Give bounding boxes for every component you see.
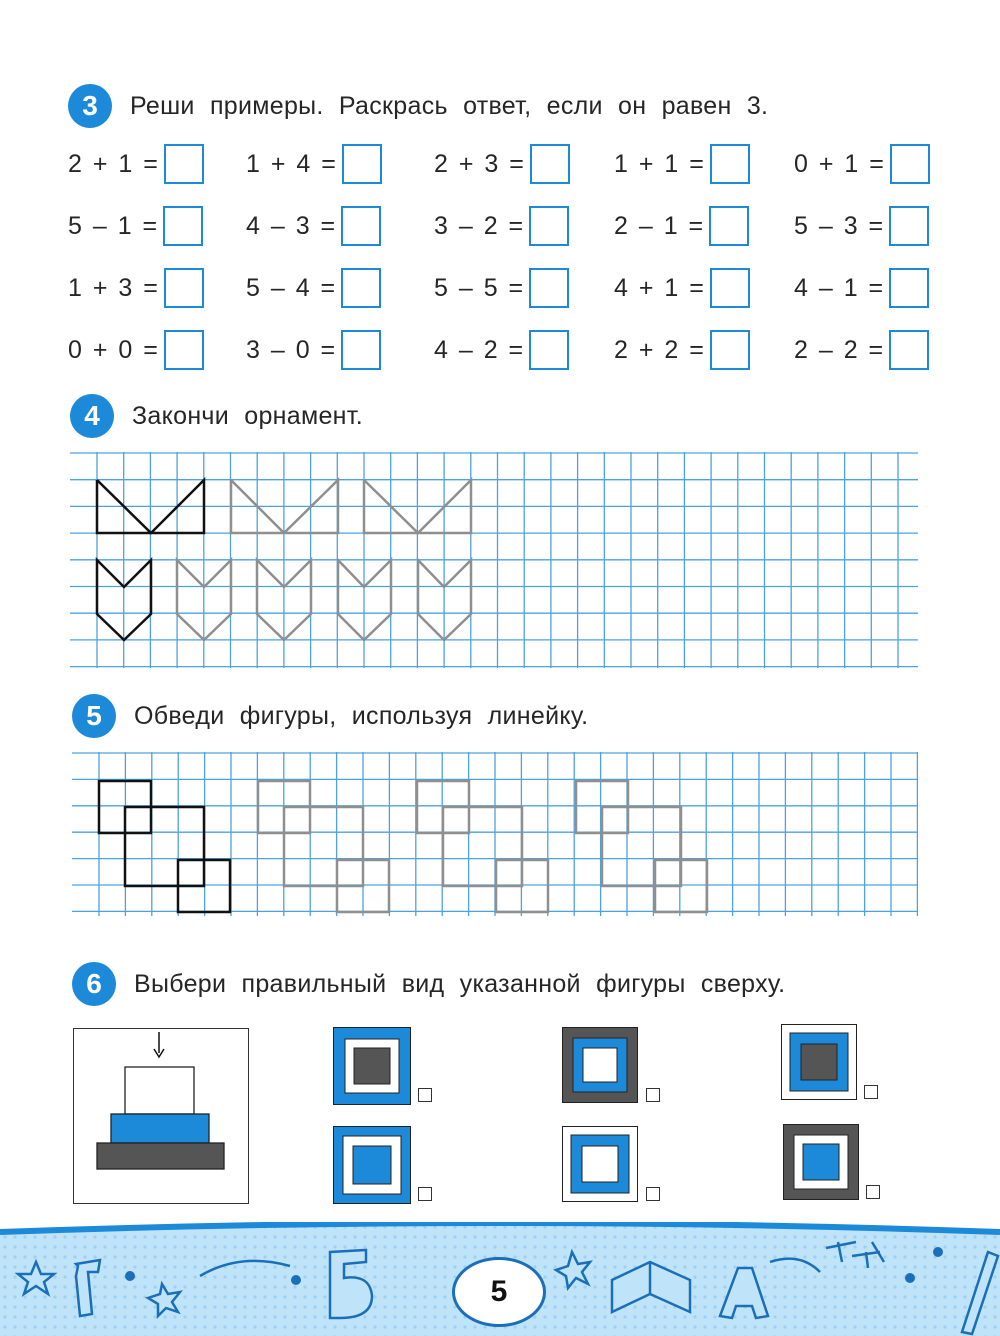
figure-trace-3: [576, 781, 707, 912]
option-3b-top-view[interactable]: [783, 1124, 859, 1200]
task-5-header: [72, 694, 588, 738]
task-number-badge: 6: [72, 962, 116, 1006]
exercise: [614, 268, 750, 308]
answer-box[interactable]: [889, 206, 929, 246]
exercise-expression: 2 + 2 =: [614, 335, 704, 364]
stacked-figure-drawing: [74, 1029, 247, 1202]
task-instruction: Обведи фигуры, используя линейку.: [134, 701, 589, 730]
exercise-expression: 4 + 1 =: [614, 273, 704, 302]
exercise: [434, 330, 569, 370]
answer-box[interactable]: [710, 268, 750, 308]
option-2a-checkbox[interactable]: [646, 1088, 660, 1102]
exercise: [246, 330, 381, 370]
option-3a-checkbox[interactable]: [864, 1085, 878, 1099]
answer-box[interactable]: [889, 268, 929, 308]
task-3-header: [68, 84, 768, 128]
exercise: [614, 206, 749, 246]
exercise-expression: 2 + 3 =: [434, 149, 524, 178]
exercise-expression: 1 + 3 =: [68, 273, 158, 302]
exercise-expression: 3 – 0 =: [246, 335, 336, 364]
answer-box[interactable]: [164, 268, 204, 308]
answer-box[interactable]: [341, 330, 381, 370]
page-number: 5: [452, 1257, 546, 1327]
answer-box[interactable]: [529, 268, 569, 308]
exercise: [434, 268, 569, 308]
figure-trace-2: [417, 781, 548, 912]
figure-sample: [99, 781, 230, 912]
task-instruction: Реши примеры. Раскрась ответ, если он равен 3.: [130, 91, 769, 120]
task-number-badge: 4: [70, 394, 114, 438]
exercise: [794, 268, 929, 308]
option-1b-checkbox[interactable]: [418, 1187, 432, 1201]
exercise-expression: 1 + 4 =: [246, 149, 336, 178]
option-1a-top-view[interactable]: [333, 1027, 411, 1105]
answer-box[interactable]: [529, 206, 569, 246]
task-instruction: Выбери правильный вид указанной фигуры сверху.: [134, 969, 786, 998]
answer-box[interactable]: [163, 206, 203, 246]
exercise: [68, 268, 204, 308]
task-number-badge: 5: [72, 694, 116, 738]
exercise-expression: 4 – 1 =: [794, 273, 884, 302]
option-2a-top-view[interactable]: [562, 1027, 638, 1103]
exercise-expression: 2 – 2 =: [794, 335, 884, 364]
figure-trace-1: [258, 781, 389, 912]
ornament-grid[interactable]: [70, 452, 918, 668]
exercise-expression: 5 – 4 =: [246, 273, 336, 302]
exercise-expression: 4 – 3 =: [246, 211, 336, 240]
option-3a-top-view[interactable]: [781, 1024, 857, 1100]
exercise: [614, 330, 750, 370]
exercise-expression: 2 + 1 =: [68, 149, 158, 178]
exercise: [246, 268, 381, 308]
answer-box[interactable]: [710, 144, 750, 184]
answer-box[interactable]: [890, 144, 930, 184]
task-4-header: [70, 394, 363, 438]
answer-box[interactable]: [709, 206, 749, 246]
exercise: [614, 144, 750, 184]
exercise: [434, 144, 570, 184]
exercise: [68, 330, 204, 370]
exercise-expression: 3 – 2 =: [434, 211, 524, 240]
exercise: [68, 144, 204, 184]
exercise-expression: 2 – 1 =: [614, 211, 704, 240]
option-2b-checkbox[interactable]: [646, 1187, 660, 1201]
tracing-grid[interactable]: [72, 752, 918, 916]
task-instruction: Закончи орнамент.: [132, 401, 364, 430]
answer-box[interactable]: [529, 330, 569, 370]
option-3b-checkbox[interactable]: [866, 1185, 880, 1199]
answer-box[interactable]: [710, 330, 750, 370]
exercise-expression: 1 + 1 =: [614, 149, 704, 178]
answer-box[interactable]: [341, 206, 381, 246]
exercise: [246, 144, 382, 184]
exercise-expression: 0 + 0 =: [68, 335, 158, 364]
exercise: [434, 206, 569, 246]
exercise-expression: 5 – 3 =: [794, 211, 884, 240]
exercise-expression: 5 – 5 =: [434, 273, 524, 302]
answer-box[interactable]: [889, 330, 929, 370]
exercise: [794, 144, 930, 184]
exercise-expression: 4 – 2 =: [434, 335, 524, 364]
exercise: [794, 206, 929, 246]
exercise-expression: 5 – 1 =: [68, 211, 158, 240]
answer-box[interactable]: [530, 144, 570, 184]
task-number-badge: 3: [68, 84, 112, 128]
option-1a-checkbox[interactable]: [418, 1088, 432, 1102]
answer-box[interactable]: [164, 330, 204, 370]
option-2b-top-view[interactable]: [562, 1126, 638, 1202]
exercise: [68, 206, 203, 246]
answer-box[interactable]: [341, 268, 381, 308]
stacked-figure-side-view: [73, 1028, 249, 1204]
exercise: [794, 330, 929, 370]
answer-box[interactable]: [342, 144, 382, 184]
option-1b-top-view[interactable]: [333, 1126, 411, 1204]
exercise-expression: 0 + 1 =: [794, 149, 884, 178]
exercise: [246, 206, 381, 246]
answer-box[interactable]: [164, 144, 204, 184]
task-6-header: [72, 962, 785, 1006]
